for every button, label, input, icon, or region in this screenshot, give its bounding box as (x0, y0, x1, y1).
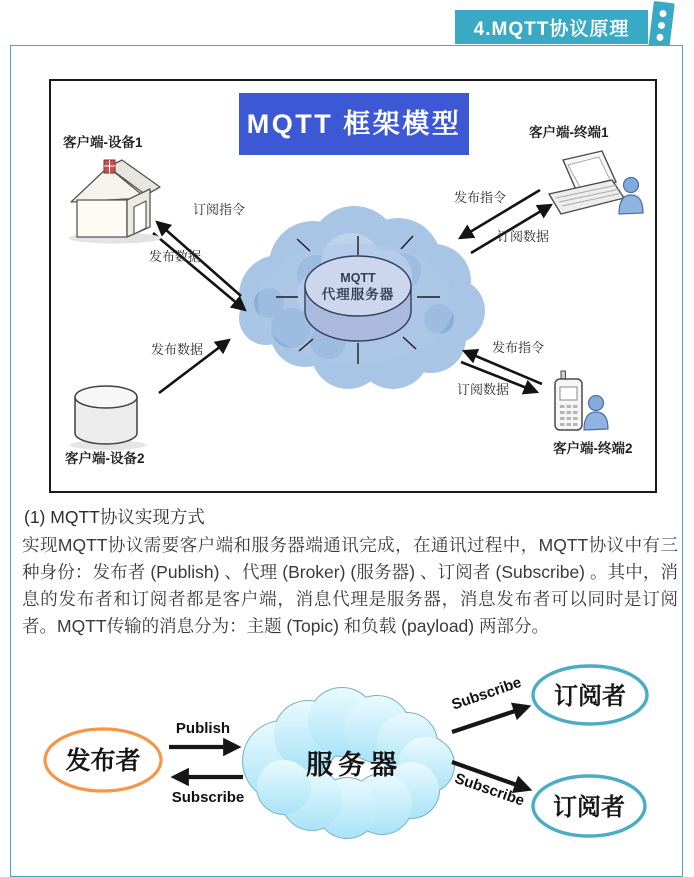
server-label: 服务器 (306, 750, 402, 780)
mqtt-framework-svg (51, 81, 655, 491)
mqtt-framework-diagram (49, 79, 657, 493)
subscriber-top-label: 订阅者 (554, 683, 626, 710)
node-label-device2: 客户端-设备2 (65, 451, 145, 466)
pubsub-flow-svg (11, 648, 685, 861)
mobile-user-icon (555, 371, 608, 430)
edge-label-publish-data-1: 发布数据 (148, 249, 202, 264)
subscribe-top-arrow-label: Subscribe (449, 673, 524, 714)
section-title-tab: 4.MQTT协议原理 (455, 10, 648, 44)
subscriber-node-bottom (533, 776, 645, 836)
node-label-terminal2: 客户端-终端2 (553, 441, 633, 456)
diagram-title-banner (239, 93, 469, 155)
broker-label-line1: MQTT (340, 271, 376, 285)
pubsub-flow-diagram (11, 648, 685, 861)
three-dots-icon (648, 1, 675, 50)
edge-label-publish-cmd-1: 发布指令 (453, 190, 507, 205)
edge-label-publish-data-2: 发布数据 (150, 342, 204, 357)
article-panel (10, 45, 683, 877)
publisher-label: 发布者 (65, 747, 141, 775)
edge-label-publish-cmd-2: 发布指令 (491, 340, 545, 355)
publish-arrow-label: Publish (175, 720, 231, 737)
node-label-device1: 客户端-设备1 (63, 135, 143, 150)
subscriber-bottom-label: 订阅者 (553, 794, 625, 821)
section-body-paragraph: 实现MQTT协议需要客户端和服务器端通讯完成，在通讯过程中，MQTT协议中有三种身份：发布者 (Publish) 、代理 (Broker) (服务器) 、订阅者 (Subscribe) 。其中，消息的发布者和订阅者都是客户端，消息代理是服务器，消息发布者可以同时是订阅者。MQTT传输的消息分为：主题 (Topic) 和负载 (payload) 两部分。 (22, 535, 678, 636)
publisher-node (45, 729, 161, 791)
flow-arrows-left (169, 747, 243, 777)
section-heading: (1) MQTT协议实现方式 (24, 507, 205, 527)
diagram-title: MQTT 框架模型 (246, 109, 462, 139)
subscriber-node-top (533, 666, 647, 724)
broker-label-line2: 代理服务器 (321, 287, 395, 302)
dot (656, 34, 664, 42)
subscribe-bottom-arrow-label: Subscribe (452, 769, 527, 810)
edge-label-subscribe-cmd-1: 订阅指令 (192, 202, 246, 217)
database-icon (70, 386, 146, 450)
dot (658, 22, 666, 30)
edge-label-subscribe-data-1: 订阅数据 (496, 229, 550, 244)
node-label-terminal1: 客户端-终端1 (529, 125, 609, 140)
house-icon (69, 160, 161, 244)
edge-label-subscribe-data-2: 订阅数据 (456, 382, 510, 397)
laptop-user-icon (549, 151, 643, 214)
dot (659, 10, 667, 18)
server-cloud (243, 688, 454, 838)
subscribe-back-arrow-label: Subscribe (171, 789, 245, 806)
